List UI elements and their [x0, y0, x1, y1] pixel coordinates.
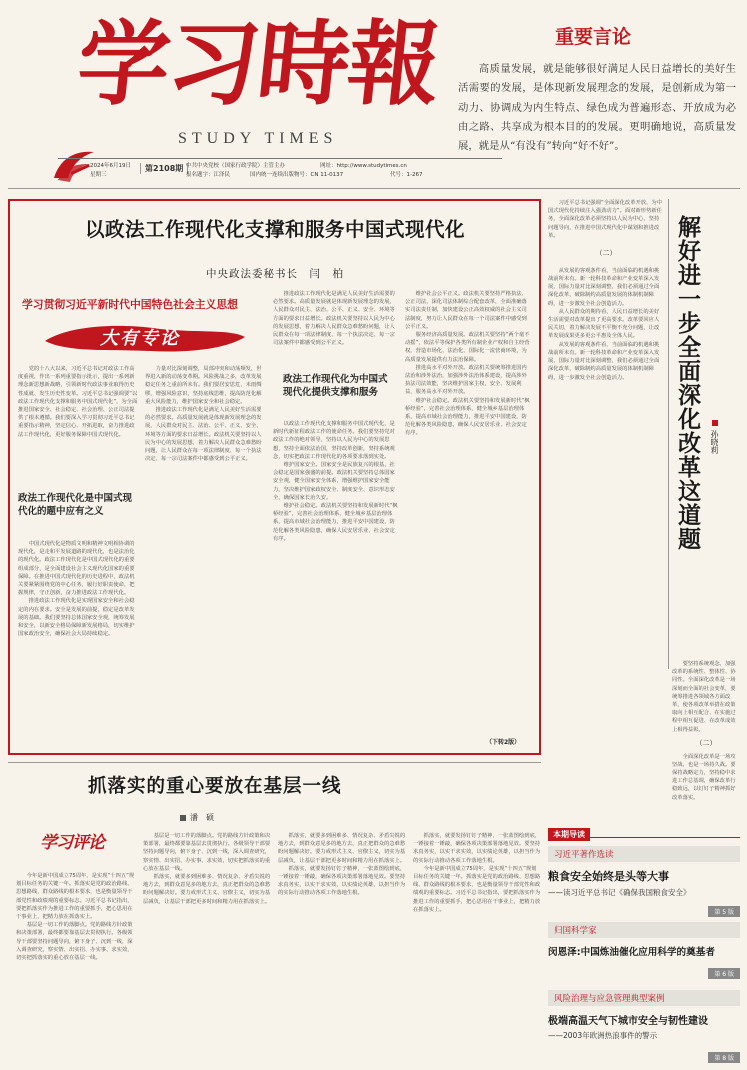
- bottom-col3: [278, 832, 406, 1062]
- guide-item[interactable]: [548, 990, 740, 1064]
- side-paragraph: 习近平总书记强调“全面深化改革开放，为中国式现代化持续注入强劲动力”。面对新形势新任务，全面深化改革必须坚持以人民为中心，坚持问题导向，在推进中国式现代化中谋划和推进改革。: [548, 200, 662, 239]
- bottom-column-logo: [40, 828, 120, 868]
- guide-panel: [548, 822, 740, 1066]
- guide-item-page: 第 5 版: [708, 906, 740, 917]
- publisher: 中共中央党校（国家行政学院）主管主办: [186, 163, 286, 169]
- bottom-headline: 抓落实的重心要放在基层一线: [88, 776, 342, 797]
- lead-col3: [273, 420, 398, 745]
- guide-header-label: 本期导读: [548, 828, 590, 841]
- author-marker-icon: [180, 815, 186, 821]
- lead-subheading-2: 政法工作现代化为中国式现代化提供支撑和服务: [283, 374, 388, 398]
- lead-paragraph: 推进政法工作现代化是满足人民美好生活需要的必然要求。高质量发展就是体现新发展理念的发展，人民群众对民主、法治、公平、正义、安全、环境等方面的要求日益增长。政法机关要坚持以人民为中心的发展思想，着力解决人民群众急难愁盼问题，让人民群众在每一项法律制度、每一个执法决定、每一宗司法案件中都感受到公平正义。: [273, 291, 395, 347]
- side-section-number: （二）: [695, 738, 717, 747]
- bottom-paragraph: 抓落实，就要发扬钉钉子精神，一张蓝图绘到底，一锤接着一锤敲，确保各项决策部署落地见效。要坚持求真务实，以实干求实效，以实绩论英雄，以担当作为的实际行动推动各项工作落地生根。: [413, 833, 541, 864]
- side-headline: 解好进一步全面深化改革这道题: [674, 215, 700, 551]
- guide-item-page: 第 8 版: [708, 1052, 740, 1063]
- lead-paragraph: 推进政法工作现代化是满足人民美好生活需要的必然要求。高质量发展就是体现新发展理念的发展，人民群众对民主、法治、公平、正义、安全、环境等方面的要求日益增长。政法机关要坚持以人民为中心的发展思想，着力解决人民群众急难愁盼问题，让人民群众在每一项法律制度、每一个执法决定、每一宗司法案件中都感受到公平正义。: [145, 407, 262, 463]
- editor-inscription: 报名题字：江泽民: [186, 172, 231, 178]
- lead-paragraph: 中国式现代化是物质文明和精神文明相协调的现代化，是走和平发展道路的现代化，也是法治化的现代化。政法工作现代化是中国式现代化的重要组成部分，是全面建设社会主义现代化国家的重要保障。在推进中国式现代化的历史进程中，政法机关要紧紧围绕党的中心任务，履行好职责使命，把握规律，守正创新，奋力推进政法工作现代化。: [18, 541, 135, 597]
- column-name-badge: [40, 319, 250, 357]
- side-col2: [672, 660, 740, 805]
- column-title: 学习贯彻习近平新时代中国特色社会主义思想: [22, 298, 238, 311]
- lead-headline: 以政法工作现代化支撑和服务中国式现代化: [84, 218, 465, 241]
- issue-weekday: 星期三: [90, 172, 107, 178]
- guide-header: [548, 822, 740, 838]
- lead-paragraph: 维护社会稳定。政法机关要坚持和发展新时代“枫桥经验”，完善社会治理体系，健全城乡基层治理体系，提高市域社会治理能力，推进平安中国建设，防范化解各类风险隐患，确保人民安居乐业、社会安定有序。: [273, 503, 398, 542]
- guide-item-subtitle: ——读习近平总书记《确保我国粮食安全》: [548, 888, 691, 897]
- bottom-author: [180, 812, 214, 823]
- top-rule: [8, 188, 740, 189]
- masthead-title: 学习時報: [72, 10, 444, 118]
- guide-item-title: 极端高温天气下城市安全与韧性建设: [548, 1016, 708, 1027]
- remarks-label: 重要言论: [554, 26, 631, 48]
- lead-col4: [405, 290, 532, 735]
- postal-code: 代号：1-267: [390, 172, 423, 178]
- lead-paragraph: 党的十八大以来，习近平总书记对政法工作高度重视，作出一系列重要指示批示，提出一系列新理念新思想新战略，引领新时代政法事业取得历史性成就、发生历史性变革。习近平总书记强调要“以政法工作现代化支撑和服务中国式现代化”，为全面推进国家安全、社会稳定、社会治理、公正司法提供了根本遵循。我们要深入学习贯彻习近平总书记重要指示精神，坚定信心、开拓进取，奋力推进政法工作现代化，更好服务保障中国式现代化。: [18, 366, 138, 438]
- guide-item-tag: 习近平著作选读: [548, 846, 740, 862]
- bottom-column-name: 学习评论: [40, 833, 104, 853]
- lead-subheading-1: 政法工作现代化是中国式现代化的题中应有之义: [18, 493, 133, 517]
- side-section-number: （二）: [595, 249, 617, 258]
- masthead-info: [90, 160, 510, 180]
- lead-col3-top: [273, 290, 398, 362]
- guide-item-page: 第 6 版: [708, 968, 740, 979]
- guide-item[interactable]: [548, 922, 740, 980]
- side-paragraph: 从人民群众的期待看，人民日益增长的美好生活需要对改革提出了更高要求。改革要回应人民关切，着力解决发展不平衡不充分问题，让改革发展成果更多更公平惠及全体人民。: [548, 308, 660, 340]
- guide-item-subtitle: ——2003年欧洲热浪事件的警示: [548, 1031, 658, 1040]
- lead-paragraph: 推进政法工作现代化是实现国家安全和社会稳定的内在要求。安全是发展的前提，稳定是改革发展的基础。我们要坚持总体国家安全观，统筹发展和安全，以新安全格局保障新发展格局，切实维护国家政治安全，确保社会大局持续稳定。: [18, 598, 135, 638]
- lead-paragraph: 推进高水平对外开放。政法机关要统筹推进国内法治和涉外法治，加强涉外法治体系建设，提高涉外执法司法效能，坚决维护国家主权、安全、发展利益，服务高水平对外开放。: [405, 364, 527, 396]
- bottom-paragraph: 今年是新中国成立75周年，是实现“十四五”规划目标任务的关键一年。抓落实是党的政治路线、思想路线、群众路线的根本要求，也是衡量领导干部党性和政绩观的重要标志。习近平总书记指出，要把抓落实作为推进工作的重要抓手，把心思用在干事业上，把精力放在抓落实上。: [413, 865, 541, 913]
- masthead-rule: [58, 158, 502, 159]
- issue-number: 第2108期: [140, 163, 188, 174]
- bottom-rule: [8, 762, 541, 763]
- guide-item-title: 闵恩泽:中国炼油催化应用科学的奠基者: [548, 947, 715, 958]
- lead-continued[interactable]: （下转2版）: [486, 739, 521, 746]
- lead-col2: [145, 365, 265, 745]
- lead-col1-intro: [18, 365, 138, 490]
- lead-paragraph: 维护社会稳定。政法机关要坚持和发展新时代“枫桥经验”，完善社会治理体系，健全城乡基层治理体系，提高市域社会治理能力，推进平安中国建设，防范化解各类风险隐患，确保人民安居乐业、社会安定有序。: [405, 397, 530, 437]
- bottom-paragraph: 抓落实，就要发扬钉钉子精神，一张蓝图绘到底，一锤接着一锤敲，确保各项决策部署落地见效。要坚持求真务实，以实干求实效，以实绩论英雄，以担当作为的实际行动推动各项工作落地生根。: [278, 865, 406, 897]
- lead-col1-body: [18, 540, 138, 745]
- side-paragraph: 全面深化改革是一场攻坚战，也是一场持久战。要保持战略定力，坚持稳中求进工作总基调，确保改革行稳致远，以钉钉子精神抓好改革落实。: [672, 753, 736, 801]
- bottom-paragraph: 抓落实，就要多到困难多、情况复杂、矛盾尖锐的地方去，到群众意见多的地方去，真正把群众的急难愁盼问题解决好。要力戒形式主义、官僚主义，切实为基层减负，让基层干部把更多时间和精力用在抓落实上。: [143, 874, 271, 905]
- side-col1: [548, 199, 664, 804]
- lead-paragraph: 维护国家安全。国家安全是民族复兴的根基，社会稳定是国家强盛的前提。政法机关要坚持总体国家安全观，健全国家安全体系，增强维护国家安全能力，坚决维护国家政权安全、制度安全、意识形态安全，确保国家长治久安。: [273, 462, 395, 501]
- side-author-marker: [712, 420, 718, 426]
- bottom-paragraph: 抓落实，就要多到困难多、情况复杂、矛盾尖锐的地方去，到群众意见多的地方去，真正把群众的急难愁盼问题解决好。要力戒形式主义、官僚主义，切实为基层减负，让基层干部把更多时间和精力用在抓落实上。: [278, 833, 406, 864]
- side-paragraph: 从发展的客观条件看，当前面临的机遇和挑战前所未有。新一轮科技革命和产业变革深入发展，国际力量对比深刻调整，我们必须通过全面深化改革，破除制约高质量发展的体制机制障碍，进一步激发全社会创造活力。: [548, 341, 660, 381]
- bottom-author-name: 潘 硕: [190, 813, 214, 822]
- bottom-paragraph: 基层是一切工作的落脚点。党的路线方针政策和决策部署，最终都要靠基层去贯彻执行。各级领导干部要坚持问题导向，俯下身子、沉到一线，深入调查研究，察实情、出实招、办实事、求实效，切实把抓落实的重心放在基层一线。: [16, 922, 133, 962]
- remarks-quote: 高质量发展，就是能够很好满足人民日益增长的美好生活需要的发展，是体现新发展理念的发展，是创新成为第一动力、协调成为内生特点、绿色成为普遍形态、开放成为必由之路、共享成为根本目的的发展。更明确地说，高质量发展，就是从“有没有”转向“好不好”。: [458, 63, 736, 152]
- bottom-col2: [143, 832, 271, 1062]
- lead-paragraph: 维护社会公平正义。政法机关要坚持严格执法、公正司法，深化司法体制综合配套改革，全面准确落实司法责任制，加快建设公正高效权威的社会主义司法制度，努力让人民群众在每一个司法案件中感受到公平正义。: [405, 291, 527, 330]
- lead-paragraph: 服务经济高质量发展。政法机关要坚持“两个毫不动摇”，依法平等保护各类所有制企业产权和自主经营权，营造市场化、法治化、国际化一流营商环境，为高质量发展提供有力法治保障。: [405, 332, 530, 363]
- guide-item[interactable]: [548, 846, 740, 914]
- cn-number: 国内统一连续出版物号：CN 11-0137: [250, 172, 344, 178]
- guide-item-title: 粮食安全始终是头等大事: [548, 870, 669, 883]
- column-name: 大有专论: [100, 328, 180, 349]
- lead-paragraph: 以政法工作现代化支撑和服务中国式现代化，是新时代新征程政法工作的使命任务。我们要坚持党对政法工作的绝对领导，坚持以人民为中心的发展思想，坚持全面依法治国，坚持改革创新，坚持系统观念，切实把政法工作现代化的各项要求落到实处。: [273, 421, 395, 460]
- guide-item-tag: 风险治理与应急管理典型案例: [548, 990, 740, 1006]
- guide-item-tag: 归国科学家: [548, 922, 740, 938]
- side-divider: [668, 199, 669, 669]
- bottom-paragraph: 今年是新中国成立75周年，是实现“十四五”规划目标任务的关键一年。抓落实是党的政治路线、思想路线、群众路线的根本要求，也是衡量领导干部党性和政绩观的重要标志。习近平总书记指出，要把抓落实作为推进工作的重要抓手，把心思用在干事业上，把精力放在抓落实上。: [16, 873, 135, 921]
- side-paragraph: 从发展的客观条件看，当前面临的机遇和挑战前所未有。新一轮科技革命和产业变革深入发展，国际力量对比深刻调整，我们必须通过全面深化改革，破除制约高质量发展的体制机制障碍，进一步激发全社会创造活力。: [548, 267, 660, 307]
- side-author: 孙晓莉: [710, 430, 719, 454]
- bottom-col4: [413, 832, 541, 1062]
- important-remarks: [448, 22, 738, 182]
- issue-date: 2024年6月19日: [90, 163, 131, 169]
- lead-paragraph: 力量对比深刻调整，局部冲突和动荡频发，世界进入新的动荡变革期。风险挑战之多，改革发展稳定任务之重前所未有。我们要居安思危、未雨绸缪，增强风险意识，坚持底线思维，提高防范化解重大风险能力，维护国家安全和社会稳定。: [145, 366, 262, 405]
- bottom-paragraph: 基层是一切工作的落脚点。党的路线方针政策和决策部署，最终都要靠基层去贯彻执行。各级领导干部要坚持问题导向，俯下身子、沉到一线，深入调查研究，察实情、出实招、办实事、求实效，切实把抓落实的重心放在基层一线。: [143, 833, 271, 872]
- lead-author: 中央政法委秘书长 闫 柏: [206, 268, 344, 280]
- bottom-col1: [16, 872, 136, 1062]
- side-paragraph: 要坚持系统观念，加强改革的系统性、整体性、协同性。全面深化改革是一场深刻而全面的社会变革，要统筹推进各领域各方面改革，使各项改革举措在政策取向上相互配合、在实施过程中相互促进、在改革成效上相得益彰。: [672, 661, 736, 733]
- masthead-english: STUDY TIMES: [178, 130, 338, 147]
- website-link[interactable]: 网址：http://www.studytimes.cn: [320, 163, 407, 169]
